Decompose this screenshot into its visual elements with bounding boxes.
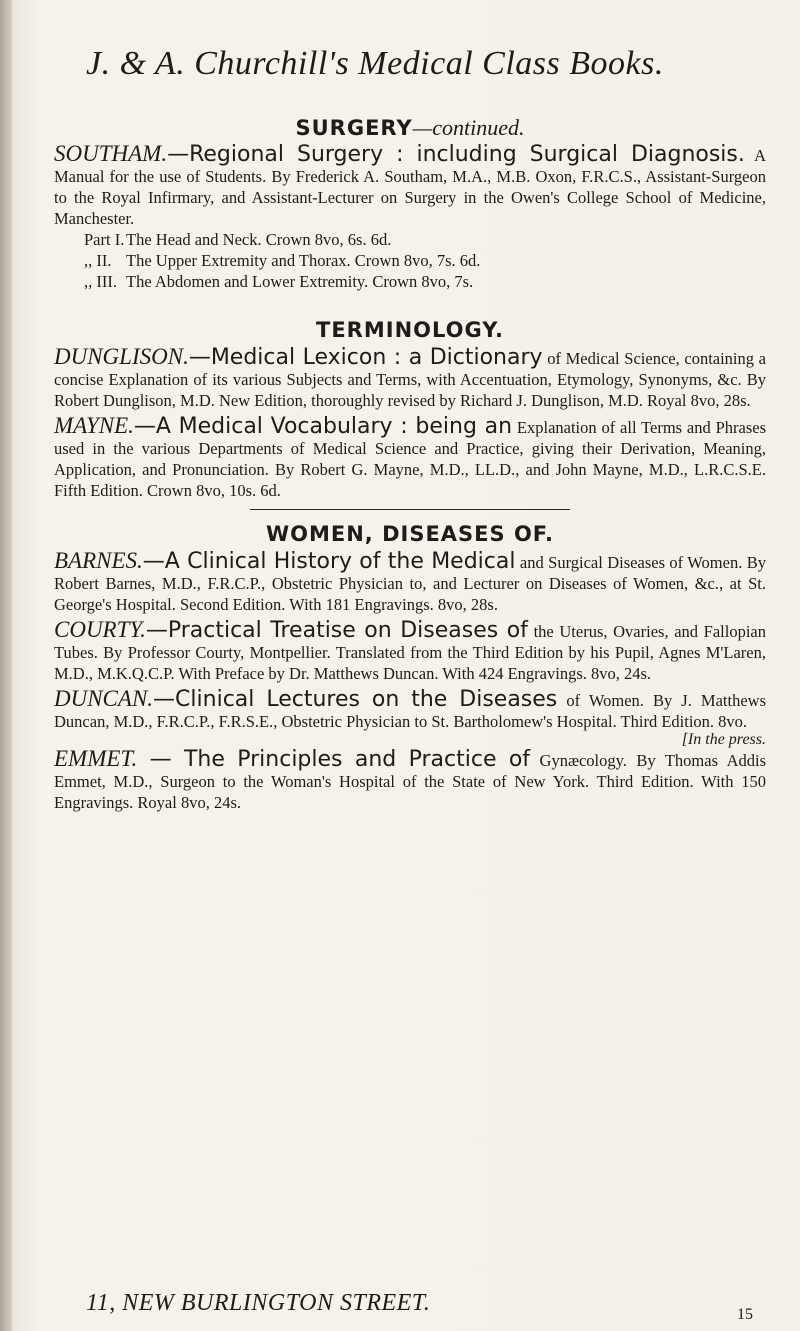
entry-author: COURTY. xyxy=(54,617,146,642)
parts-list xyxy=(84,229,766,292)
section-divider xyxy=(250,509,570,510)
entry-author: MAYNE. xyxy=(54,413,134,438)
entry-title: —A Clinical History of the Medical xyxy=(142,549,516,574)
entry-title: —Practical Treatise on Diseases of xyxy=(145,618,528,643)
entry-title: —Regional Surgery : including Surgical Diagnosis. xyxy=(167,142,745,167)
entry-author: SOUTHAM. xyxy=(54,141,168,166)
page-number: 15 xyxy=(737,1306,753,1323)
entry-barnes xyxy=(54,550,766,615)
section-heading-terminology: TERMINOLOGY. xyxy=(316,318,504,342)
entry-southam xyxy=(54,143,766,229)
entry-body: of Medical Science, containing a concise Explanation of its various Subjects and Terms, with Accentuation, Etymology, Synonyms, &c. By Robert Dunglison, M.D. New Edition, thoroughly revised by Richard J. Dunglison, M.D. Royal 8vo, 28s. xyxy=(54,349,766,410)
entry-author: BARNES. xyxy=(54,548,143,573)
entry-body: of Women. By J. Matthews Duncan, M.D., F.R.C.P., F.R.S.E., Obstetric Physician to St. Bartholomew's Hospital. Third Edition. 8vo. xyxy=(54,691,767,731)
entry-body: the Uterus, Ovaries, and Fallopian Tubes. By Professor Courty, Montpellier. Translated from the Third Edition by his Pupil, Agnes M'Laren, M.D., M.K.Q.C.P. With Preface by Dr. Matthews Duncan. With 424 Engravings. 8vo, 24s. xyxy=(54,622,766,683)
entry-emmet xyxy=(54,748,766,813)
part-item: ,, II. The Upper Extremity and Thorax. Crown 8vo, 7s. 6d. xyxy=(84,251,481,270)
part-item: Part I. The Head and Neck. Crown 8vo, 6s. 6d. xyxy=(84,230,392,249)
entry-author: DUNGLISON. xyxy=(54,344,189,369)
entry-author: DUNCAN. xyxy=(54,686,154,711)
entry-body: Gynæcology. By Thomas Addis Emmet, M.D., Surgeon to the Woman's Hospital of the State of New York. Third Edition. With 150 Engravings. Royal 8vo, 24s. xyxy=(54,751,766,812)
part-item: ,, III. The Abdomen and Lower Extremity. Crown 8vo, 7s. xyxy=(84,272,474,291)
entry-author: EMMET. xyxy=(54,746,138,771)
entry-title: — The Principles and Practice of xyxy=(137,747,531,772)
section-heading-surgery: SURGERY—continued. xyxy=(295,115,525,140)
footer-address: 11, NEW BURLINGTON STREET. xyxy=(86,1290,431,1316)
running-head: J. & A. Churchill's Medical Class Books. xyxy=(86,45,664,82)
entry-courty xyxy=(54,619,766,684)
in-the-press-note: [In the press. xyxy=(681,731,766,748)
entry-body: A Manual for the use of Students. By Frederick A. Southam, M.A., M.B. Oxon, F.R.C.S., Assistant-Surgeon to the Royal Infirmary, and Assistant-Lecturer on Surgery in the Owen's College School of Medicine, Manchester. xyxy=(54,146,767,228)
page-edge xyxy=(0,0,12,1331)
entry-mayne xyxy=(54,415,766,501)
entry-title: —Medical Lexicon : a Dictionary xyxy=(188,345,543,370)
content xyxy=(54,115,766,813)
entry-title: —A Medical Vocabulary : being an xyxy=(133,414,513,439)
entry-title: —Clinical Lectures on the Diseases xyxy=(153,687,558,712)
entry-body: Explanation of all Terms and Phrases used in the various Departments of Medical Science and Practice, giving their Derivation, Meaning, Application, and Pronunciation. By Robert G. Mayne, M.D., LL.D., and John Mayne, M.D., L.R.C.S.E. Fifth Edition. Crown 8vo, 10s. 6d. xyxy=(54,418,767,500)
entry-body: and Surgical Diseases of Women. By Robert Barnes, M.D., F.R.C.P., Obstetric Physician to, and Lecturer on Diseases of Women, &c., at St. George's Hospital. Second Edition. With 181 Engravings. 8vo, 28s. xyxy=(54,553,766,614)
entry-dunglison xyxy=(54,346,766,411)
section-heading-women: WOMEN, DISEASES OF. xyxy=(265,522,555,546)
entry-duncan xyxy=(54,688,766,732)
